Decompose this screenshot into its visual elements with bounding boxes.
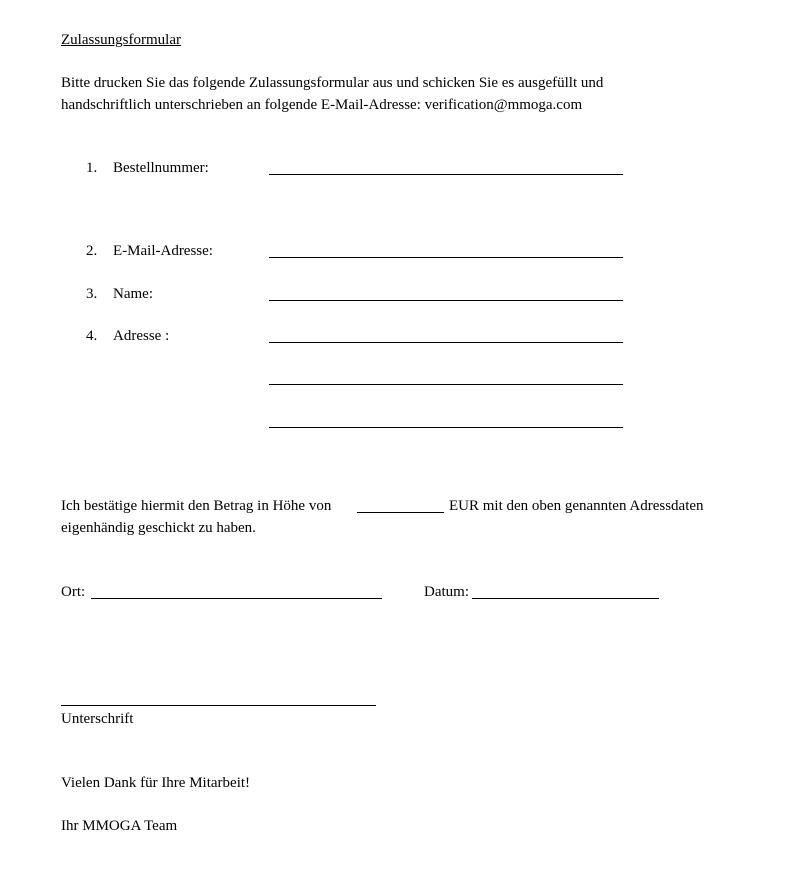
intro-line-1: Bitte drucken Sie das folgende Zulassungsformular aus und schicken Sie es ausgefüllt und	[61, 75, 604, 91]
email-line	[269, 257, 623, 258]
confirmation-line-1-start: Ich bestätige hiermit den Betrag in Höhe von	[61, 498, 332, 514]
order-number-line	[269, 174, 623, 175]
intro-line-2: handschriftlich unterschrieben an folgende E-Mail-Adresse: verification@mmoga.com	[61, 97, 583, 113]
field-label-name: Name:	[113, 286, 153, 302]
signature-label: Unterschrift	[61, 711, 134, 727]
confirmation-line-2: eigenhändig geschickt zu haben.	[61, 520, 256, 536]
field-number-1: 1.	[86, 160, 98, 176]
team-signoff: Ihr MMOGA Team	[61, 818, 178, 834]
field-label-address: Adresse :	[113, 328, 170, 344]
document-title: Zulassungsformular	[61, 32, 181, 48]
field-number-2: 2.	[86, 243, 98, 259]
address-line-1	[269, 342, 623, 343]
address-line-3	[269, 427, 623, 428]
confirmation-line-1-end: EUR mit den oben genannten Adressdaten	[449, 498, 704, 514]
address-line-2	[269, 384, 623, 385]
name-line	[269, 300, 623, 301]
date-line	[472, 598, 659, 599]
field-label-email: E-Mail-Adresse:	[113, 243, 213, 259]
field-number-4: 4.	[86, 328, 98, 344]
place-label: Ort:	[61, 584, 86, 600]
amount-line	[357, 512, 444, 513]
field-number-3: 3.	[86, 286, 98, 302]
thanks-text: Vielen Dank für Ihre Mitarbeit!	[61, 775, 251, 791]
place-line	[91, 598, 382, 599]
field-label-order-number: Bestellnummer:	[113, 160, 209, 176]
signature-line	[61, 705, 376, 706]
date-label: Datum:	[424, 584, 469, 600]
